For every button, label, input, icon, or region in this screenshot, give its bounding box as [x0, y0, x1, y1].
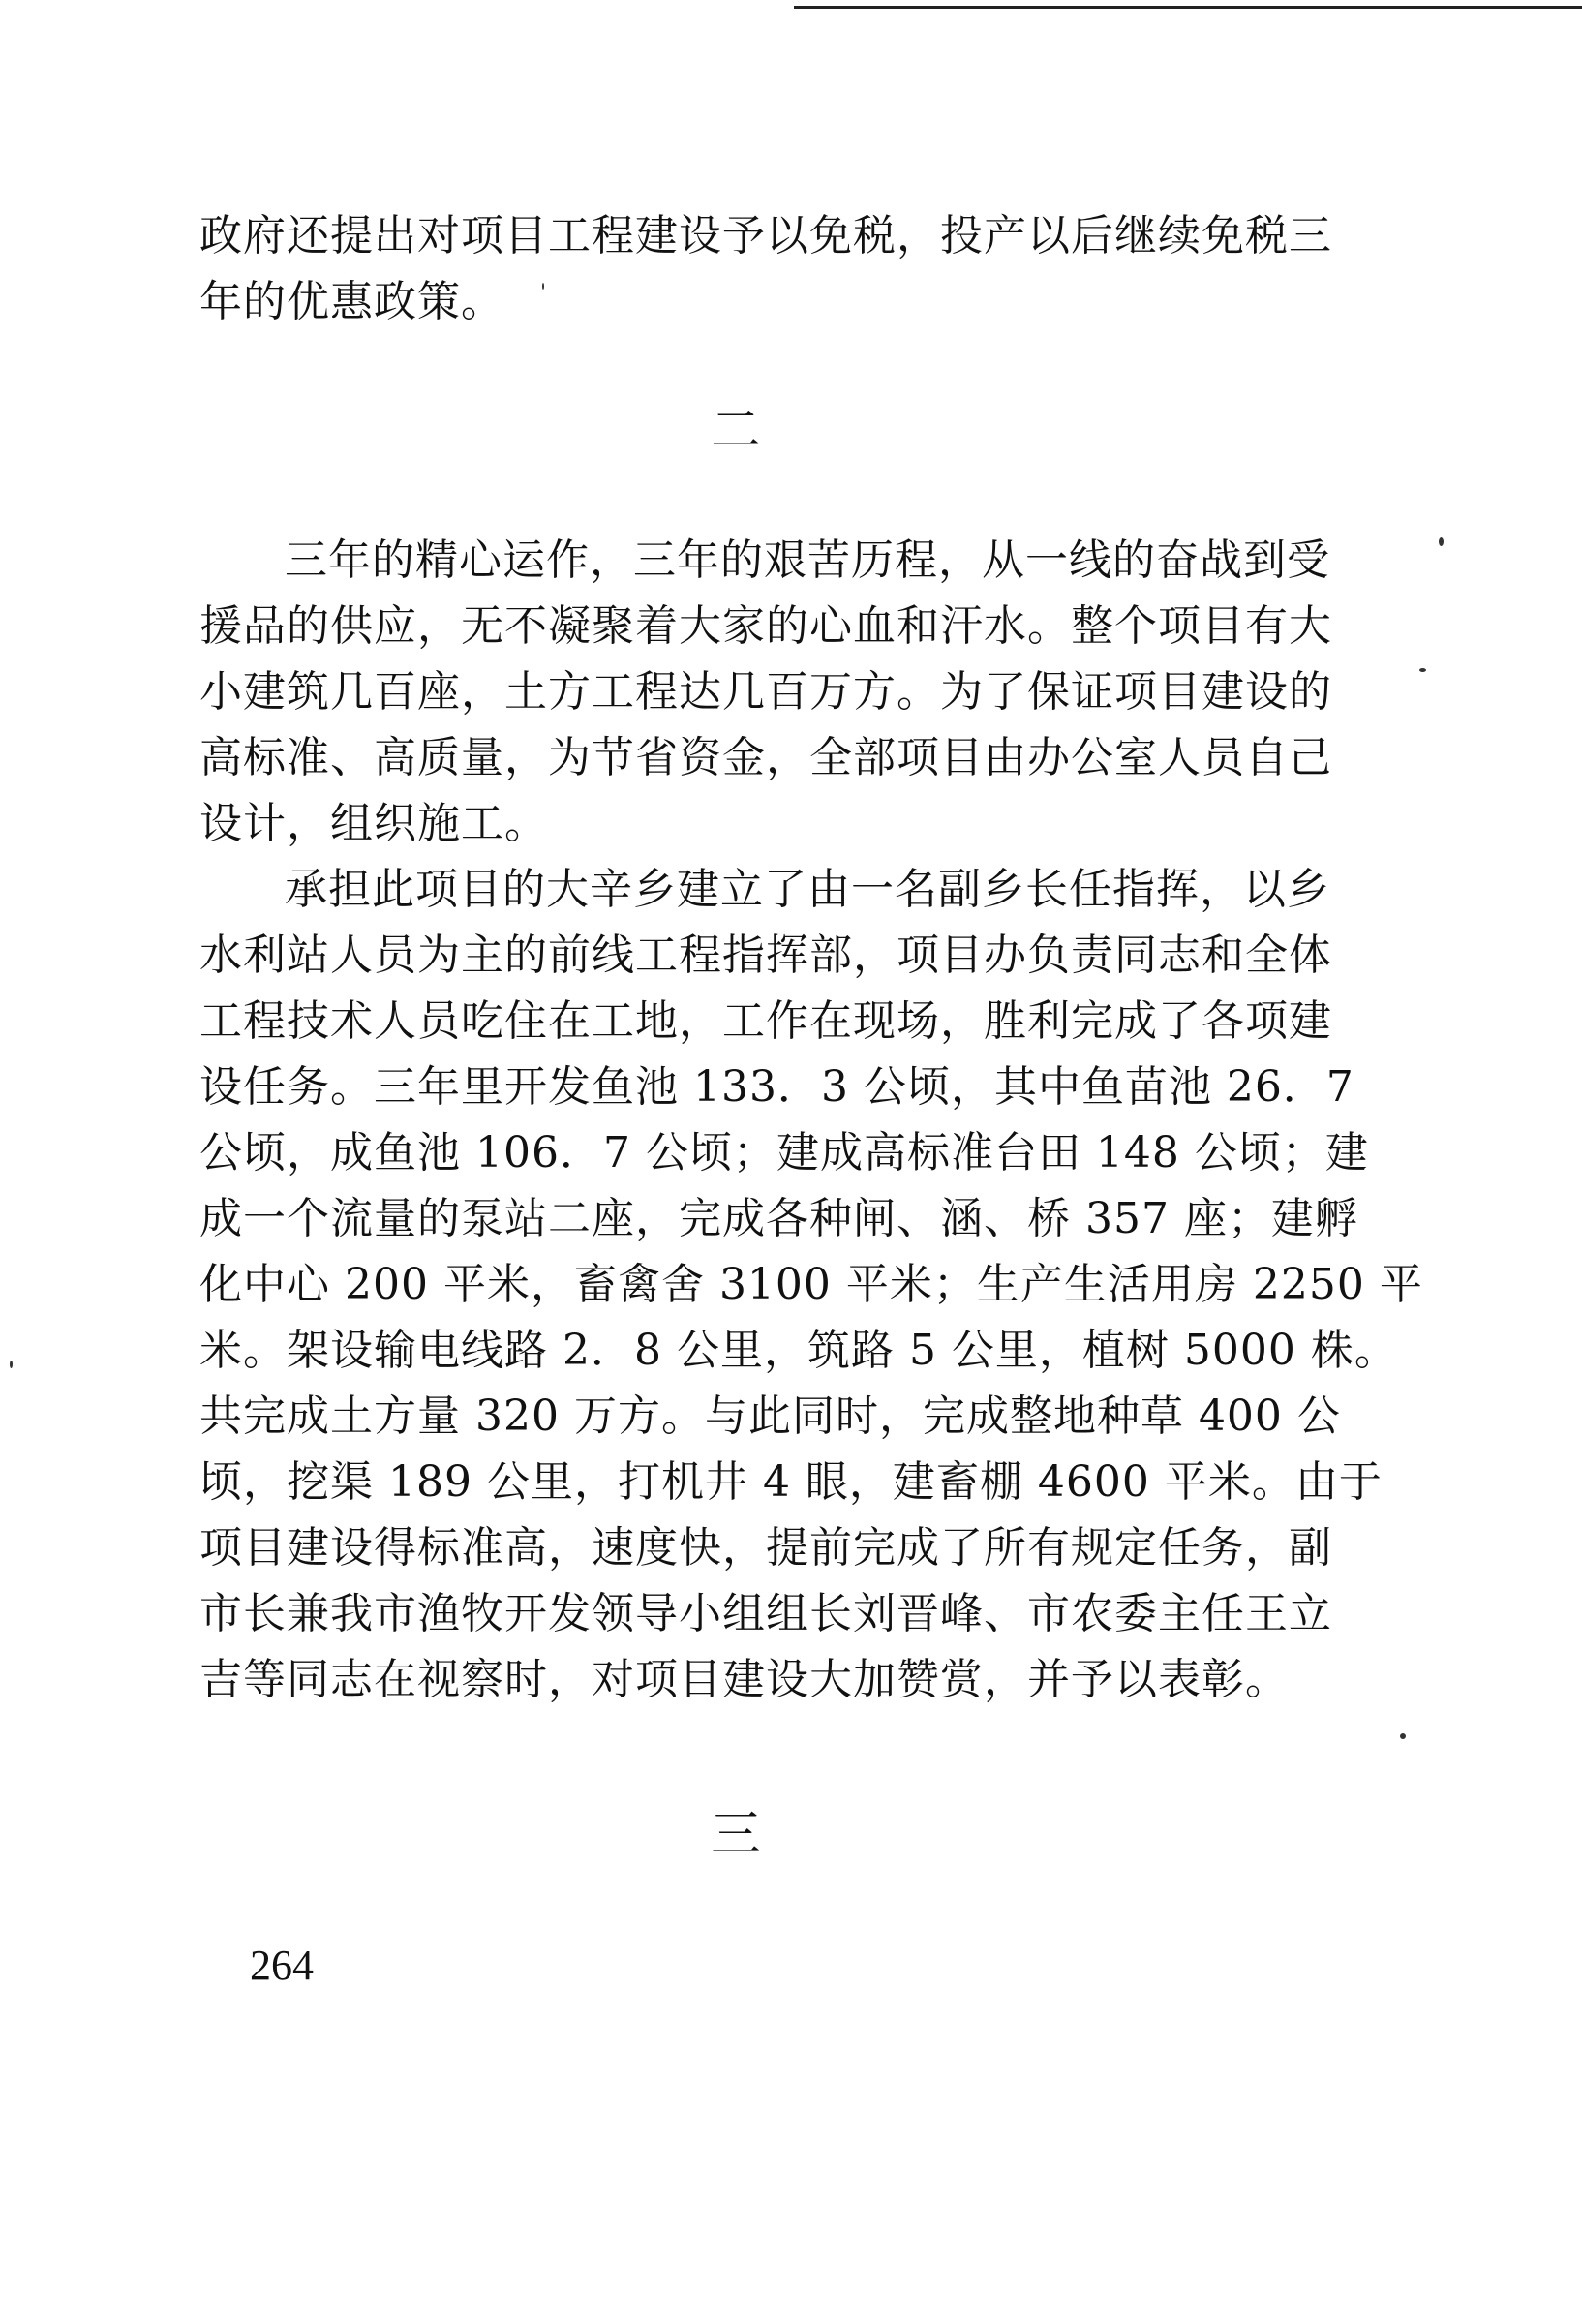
text-line: 化中心 200 平米，畜禽舍 3100 平米；生产生活用房 2250 平 — [199, 1260, 1423, 1309]
text-line: 共完成土方量 320 万方。与此同时，完成整地种草 400 公 — [199, 1391, 1341, 1441]
scan-speck — [542, 283, 544, 290]
text-line: 公顷，成鱼池 106．7 公顷；建成高标准台田 148 公顷；建 — [199, 1128, 1369, 1177]
section-heading-three: 三 — [710, 1806, 761, 1864]
page-number: 264 — [250, 1942, 314, 1989]
top-rule — [794, 6, 1582, 9]
text-line: 米。架设输电线路 2．8 公里，筑路 5 公里，植树 5000 株。 — [199, 1326, 1398, 1375]
text-line: 援品的供应，无不凝聚着大家的心血和汗水。整个项目有大 — [199, 601, 1332, 651]
text-line: 政府还提出对项目工程建设予以免税，投产以后继续免税三 — [199, 211, 1332, 260]
scan-speck — [1400, 1733, 1406, 1739]
text-line: 市长兼我市渔牧开发领导小组组长刘晋峰、市农委主任王立 — [199, 1589, 1332, 1638]
text-line: 设任务。三年里开发鱼池 133．3 公顷，其中鱼苗池 26．7 — [199, 1062, 1354, 1112]
text-line: 承担此项目的大辛乡建立了由一名副乡长任指挥，以乡 — [285, 865, 1330, 914]
text-line: 小建筑几百座，土方工程达几百万方。为了保证项目建设的 — [199, 667, 1332, 717]
text-line: 项目建设得标准高，速度快，提前完成了所有规定任务，副 — [199, 1523, 1332, 1573]
text-line: 三年的精心运作，三年的艰苦历程，从一线的奋战到受 — [285, 535, 1330, 585]
text-line: 水利站人员为主的前线工程指挥部，项目办负责同志和全体 — [199, 931, 1332, 980]
text-line: 工程技术人员吃住在工地，工作在现场，胜利完成了各项建 — [199, 996, 1332, 1046]
text-line: 成一个流量的泵站二座，完成各种闸、涵、桥 357 座；建孵 — [199, 1194, 1358, 1243]
section-heading-two: 二 — [710, 402, 761, 460]
scan-speck — [10, 1361, 13, 1368]
text-line: 设计，组织施工。 — [199, 799, 548, 848]
text-line: 顷，挖渠 189 公里，打机井 4 眼，建畜棚 4600 平米。由于 — [199, 1457, 1383, 1507]
scan-speck — [1439, 537, 1444, 546]
scan-speck — [1419, 668, 1426, 672]
text-line: 高标准、高质量，为节省资金，全部项目由办公室人员自己 — [199, 733, 1332, 782]
text-line: 年的优惠政策。 — [199, 277, 504, 326]
text-line: 吉等同志在视察时，对项目建设大加赞赏，并予以表彰。 — [199, 1655, 1289, 1704]
